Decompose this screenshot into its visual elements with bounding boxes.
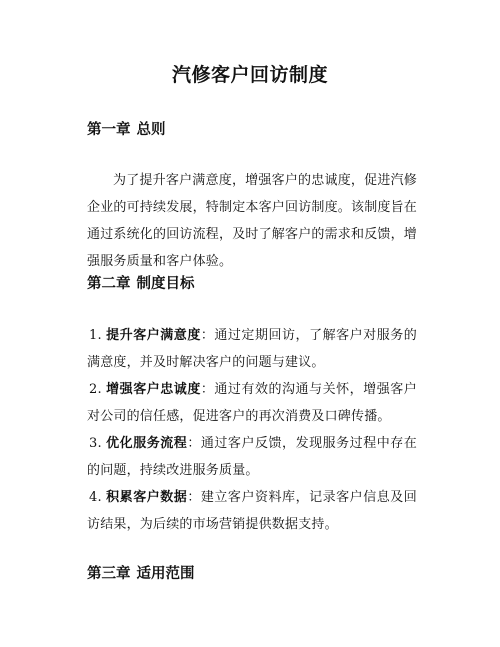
chapter-1-number: 第一章 bbox=[87, 122, 131, 138]
list-item bbox=[87, 430, 417, 484]
list-item-term: 提升客户满意度 bbox=[105, 328, 201, 343]
chapter-1-paragraph: 为了提升客户满意度，增强客户的忠诚度，促进汽修企业的可持续发展，特制定本客户回访制度。该制度旨在通过系统化的回访流程，及时了解客户的需求和反馈，增强服务质量和客户体验。 bbox=[87, 173, 418, 269]
list-item bbox=[87, 322, 417, 376]
list-item-colon: ： bbox=[187, 490, 201, 505]
chapter-3-title: 适用范围 bbox=[136, 566, 195, 582]
chapter-1-heading bbox=[87, 120, 166, 140]
list-item-text: 建立客户资料库，记录客户信息及回访结果，为后续的市场营销提供数据支持。 bbox=[87, 490, 418, 532]
chapter-2-title: 制度目标 bbox=[136, 276, 195, 292]
list-item-text: 通过客户反馈，发现服务过程中存在的问题，持续改进服务质量。 bbox=[87, 436, 418, 478]
chapter-1-title: 总则 bbox=[136, 122, 166, 138]
list-item-term: 积累客户数据 bbox=[105, 490, 188, 505]
list-item-text: 通过有效的沟通与关怀，增强客户对公司的信任感，促进客户的再次消费及口碑传播。 bbox=[87, 382, 417, 424]
list-item-index: 4. bbox=[89, 490, 102, 505]
chapter-3-number: 第三章 bbox=[87, 566, 131, 582]
list-item-index: 1. bbox=[89, 328, 102, 343]
list-item-term: 优化服务流程 bbox=[105, 436, 188, 451]
chapter-2-goal-list bbox=[87, 322, 417, 538]
list-item-colon: ： bbox=[187, 436, 201, 451]
list-item bbox=[87, 376, 417, 430]
chapter-2-number: 第二章 bbox=[87, 276, 131, 292]
list-item-index: 2. bbox=[89, 382, 102, 397]
list-item-index: 3. bbox=[89, 436, 102, 451]
list-item-term: 增强客户忠诚度 bbox=[105, 382, 201, 397]
chapter-3-heading bbox=[87, 564, 195, 584]
list-item-text: 通过定期回访，了解客户对服务的满意度，并及时解决客户的问题与建议。 bbox=[87, 328, 417, 370]
list-item bbox=[87, 484, 417, 538]
document-title: 汽修客户回访制度 bbox=[171, 64, 328, 86]
chapter-2-heading bbox=[87, 274, 195, 294]
list-item-colon: ： bbox=[200, 382, 215, 397]
list-item-colon: ： bbox=[200, 328, 215, 343]
